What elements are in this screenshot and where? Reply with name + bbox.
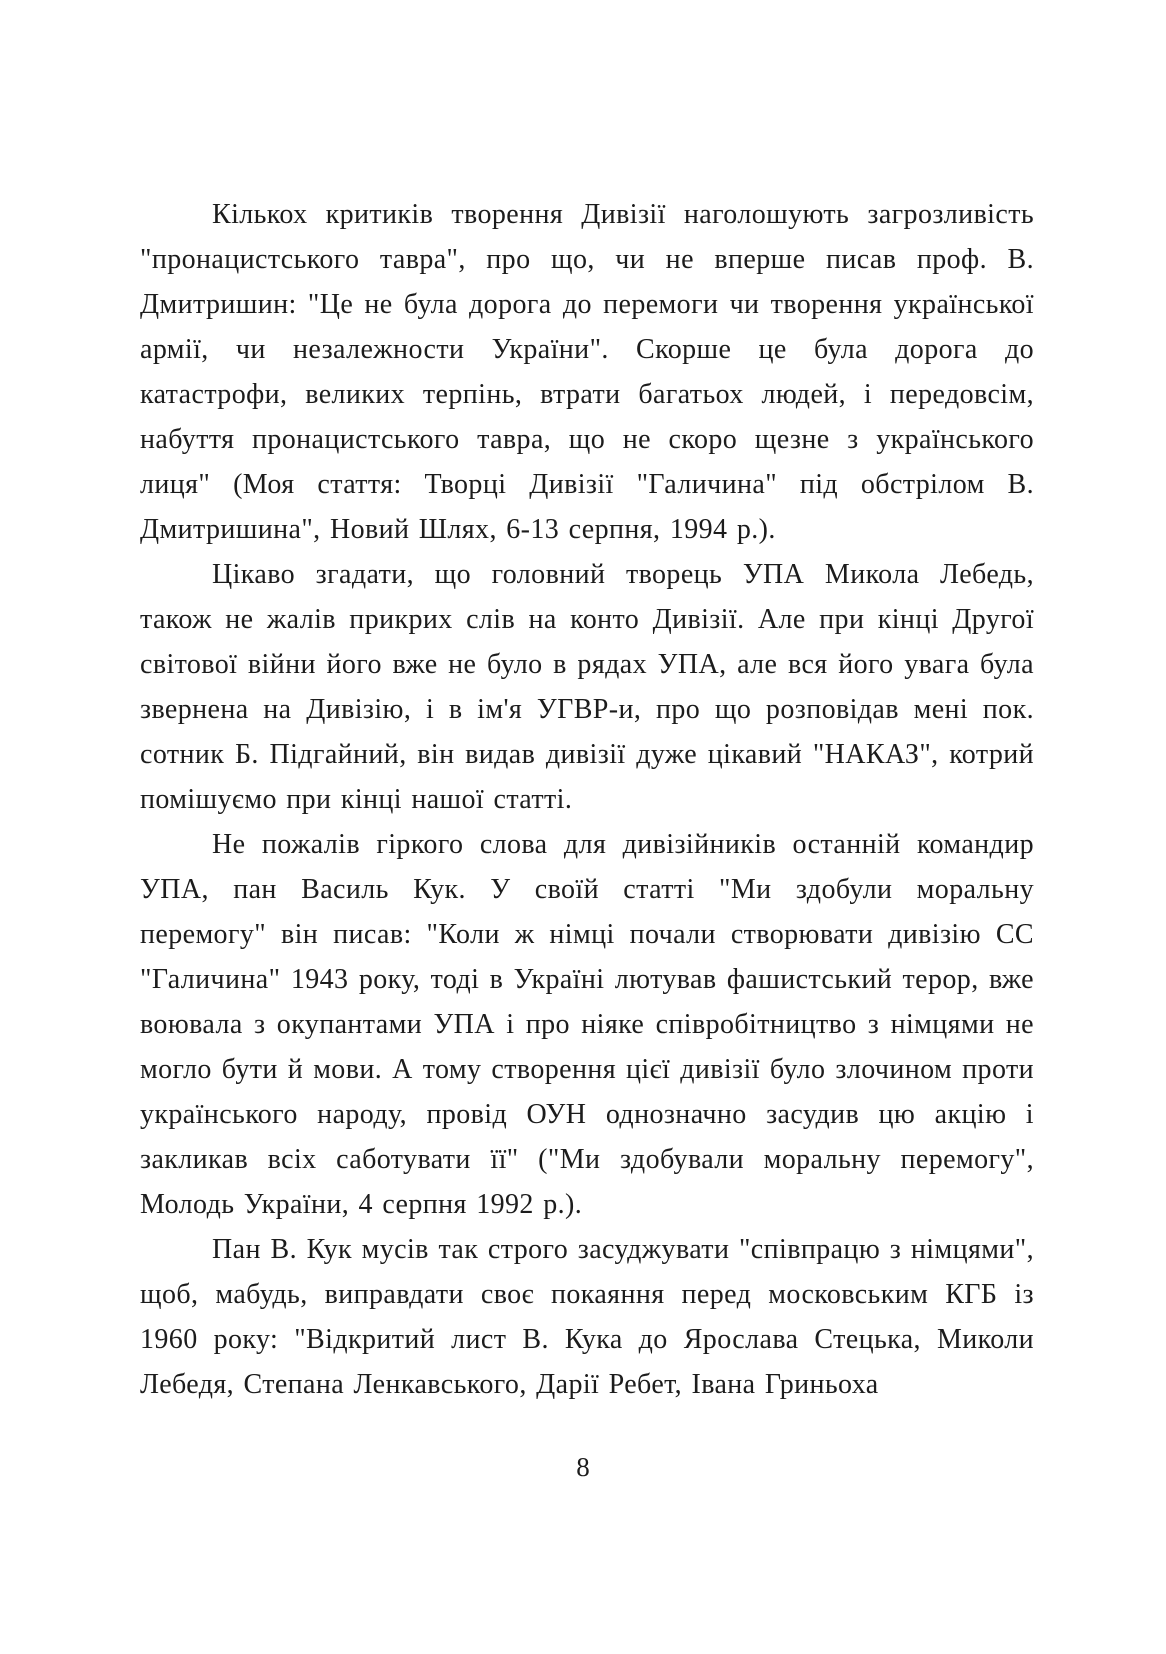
page-number: 8 xyxy=(576,1452,590,1482)
body-text xyxy=(140,192,1034,1407)
paragraph: Не пожалів гіркого слова для дивізійників останній командир УПА, пан Василь Кук. У своїй статті "Ми здобули моральну перемогу" він писав: "Коли ж німці почали створювати дивізію СС "Галичина" 1943 року, тоді в Україні лютував фашистський терор, вже воювала з окупантами УПА і про ніяке співробітництво з німцями не могло бути й мови. А тому створення цієї дивізії було злочином проти українського народу, провід ОУН однозначно засудив цю акцію і закликав всіх саботувати її" ("Ми здобували моральну перемогу", Молодь України, 4 серпня 1992 р.). xyxy=(140,829,1034,1220)
paragraph: Пан В. Кук мусів так строго засуджувати "співпрацю з німцями", щоб, мабудь, виправдати своє покаяння перед московським КГБ із 1960 року: "Відкритий лист В. Кука до Ярослава Стецька, Миколи Лебедя, Степана Ленкавського, Дарії Ребет, Івана Гриньоха xyxy=(140,1234,1034,1400)
paragraph: Цікаво згадати, що головний творець УПА Микола Лебедь, також не жалів прикрих слів на конто Дивізії. Але при кінці Другої світової війни його вже не було в рядах УПА, але вся його увага була звернена на Дивізію, і в ім'я УГВР-и, про що розповідав мені пок. сотник Б. Підгайний, він видав дивізії дуже цікавий "НАКАЗ", котрий помішуємо при кінці нашої статті. xyxy=(140,559,1034,815)
paragraph: Кількох критиків творення Дивізії наголошують загрозливість "пронацистського тавра", про що, чи не вперше писав проф. В. Дмитришин: "Це не була дорога до перемоги чи творення української армії, чи незалежности України". Скорше це була дорога до катастрофи, великих терпінь, втрати багатьох людей, і передовсім, набуття пронацистського тавра, що не скоро щезне з українського лиця" (Моя стаття: Творці Дивізії "Галичина" під обстрілом В. Дмитришина", Новий Шлях, 6-13 серпня, 1994 р.). xyxy=(140,199,1034,545)
